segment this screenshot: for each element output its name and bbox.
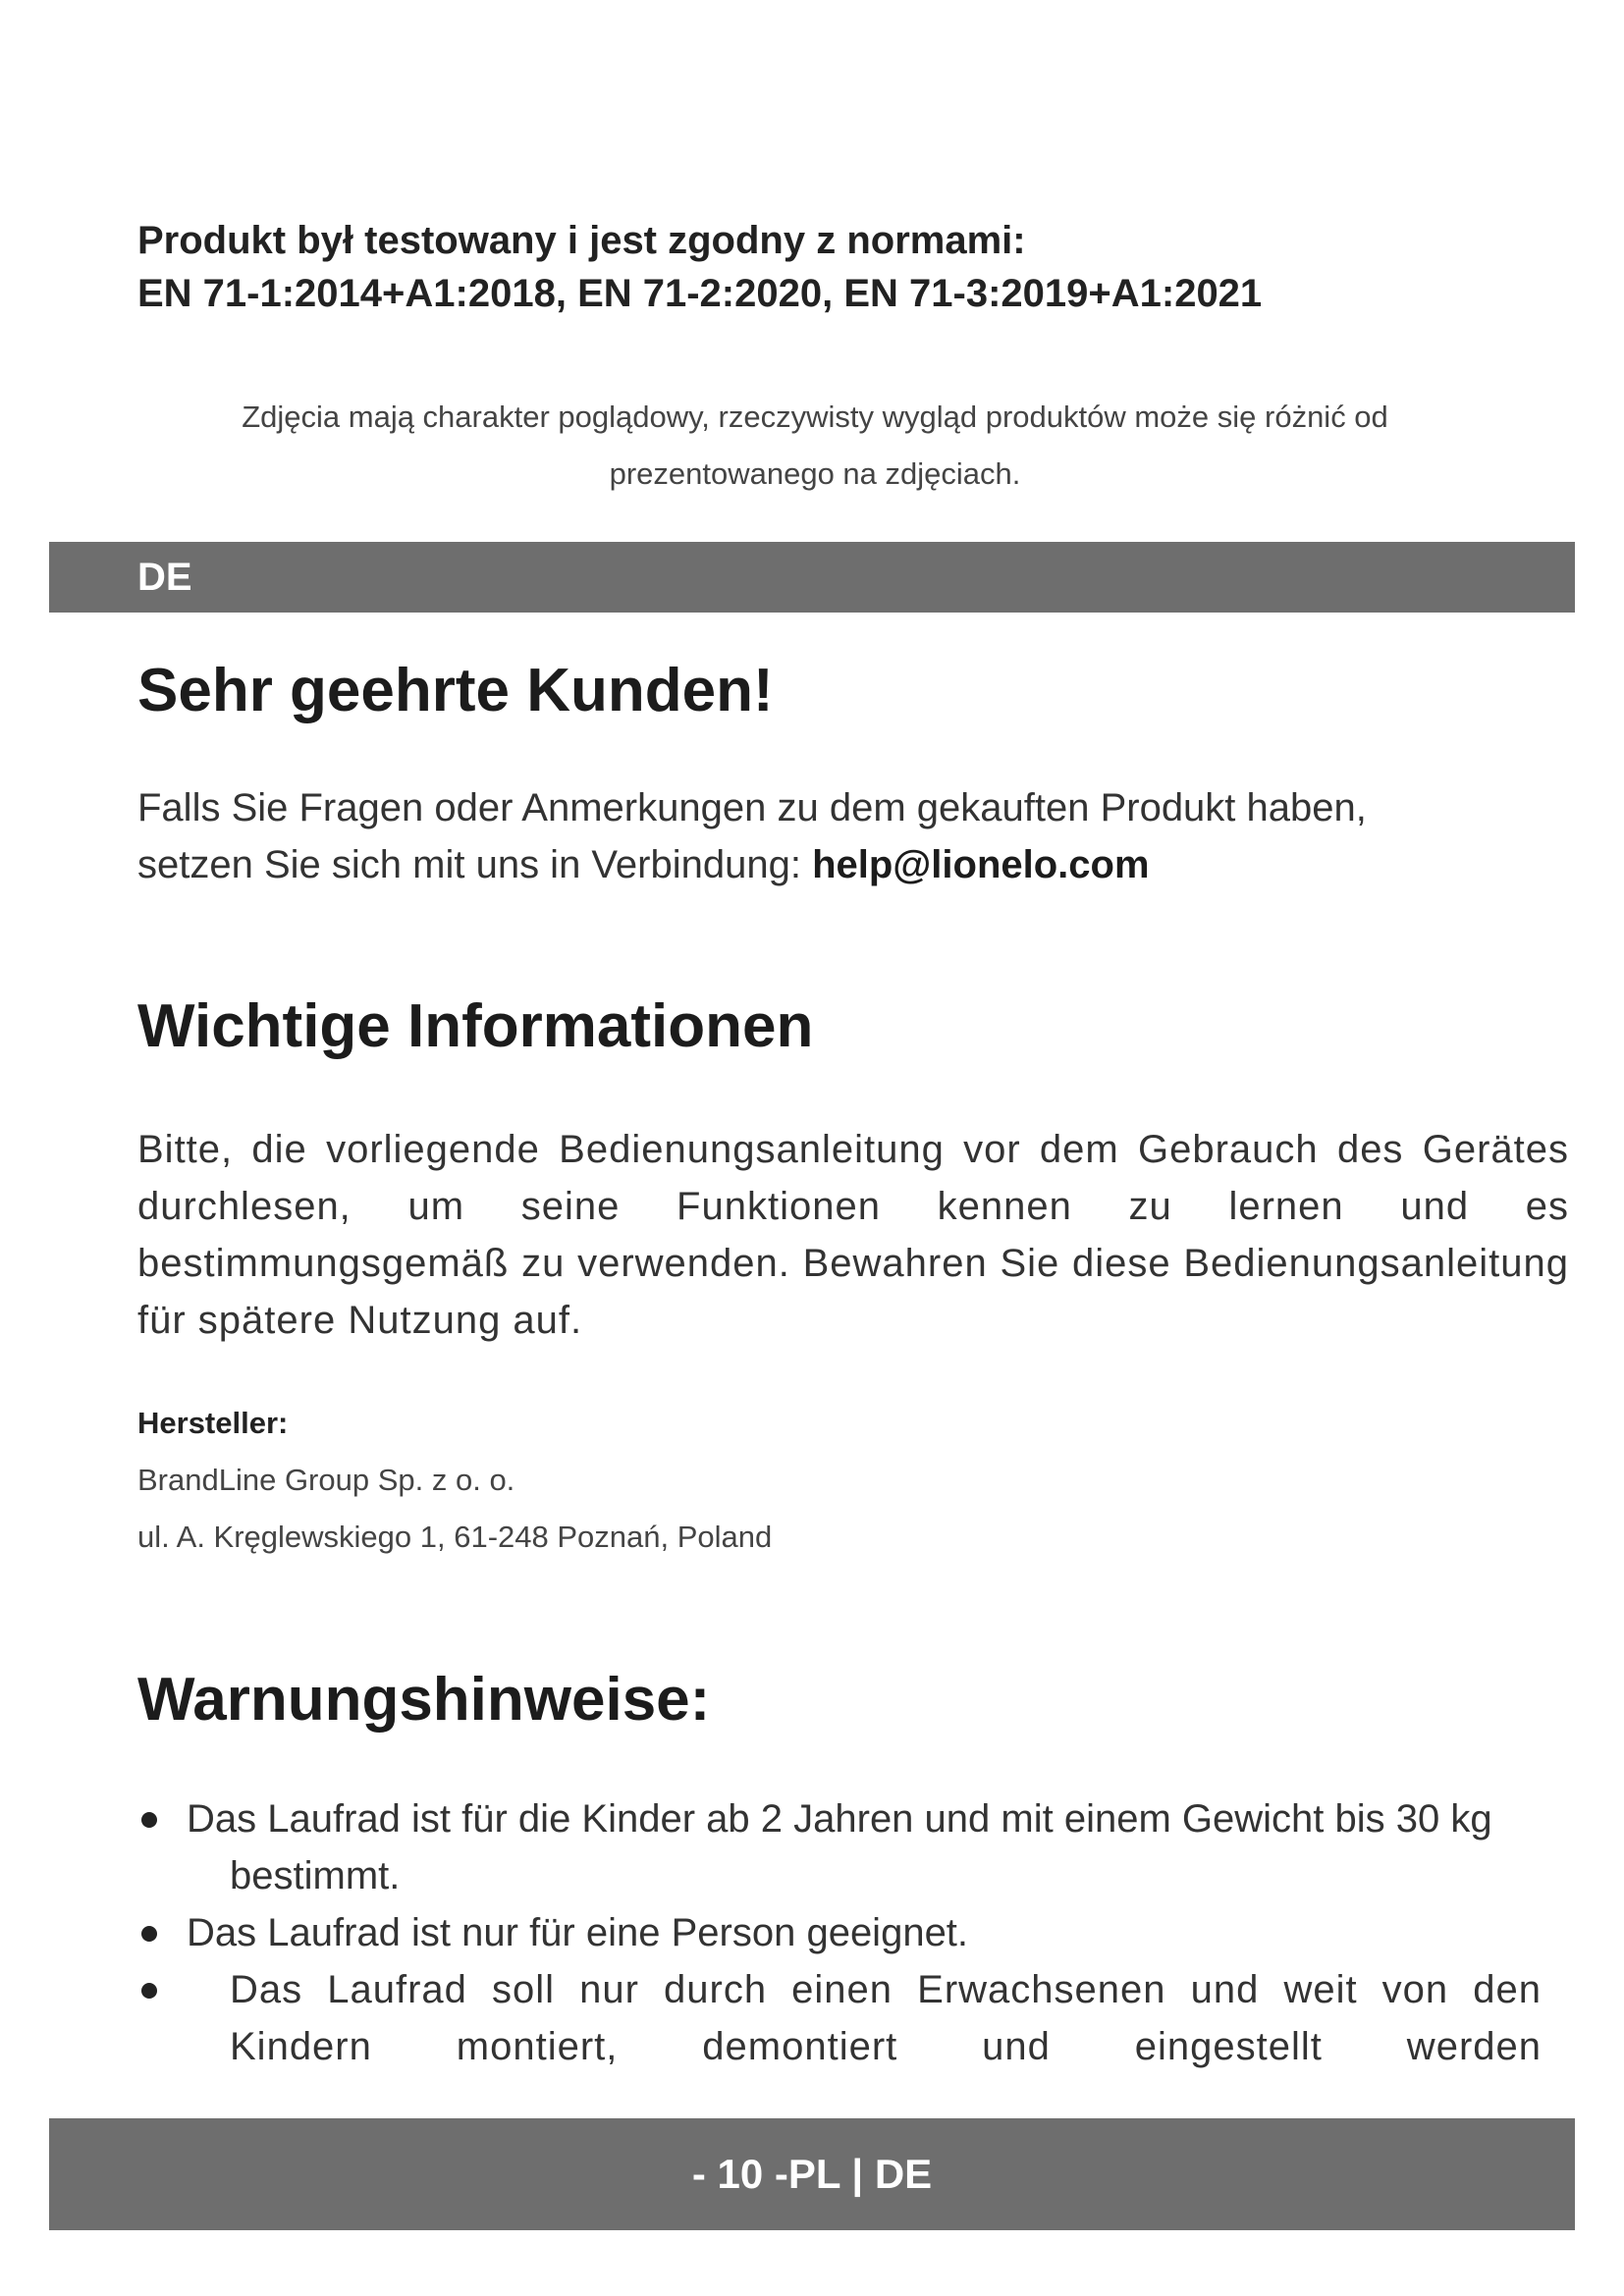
list-item bbox=[128, 1904, 1542, 1961]
bullet-icon bbox=[141, 1926, 157, 1942]
contact-paragraph bbox=[137, 779, 1571, 893]
warning-text: Das Laufrad soll nur durch einen Erwachsenen und weit von den Kindern montiert, demontiert und eingestellt werden bbox=[230, 1968, 1542, 2068]
manufacturer-name: BrandLine Group Sp. z o. o. bbox=[137, 1463, 515, 1497]
language-section-bar bbox=[49, 542, 1575, 613]
warnings-heading: Warnungshinweise: bbox=[137, 1666, 711, 1734]
bullet-icon bbox=[141, 1983, 157, 1999]
manufacturer-label: Hersteller: bbox=[137, 1406, 289, 1440]
contact-line-2-text: setzen Sie sich mit uns in Verbindung: bbox=[137, 843, 813, 886]
contact-line-2 bbox=[137, 836, 1571, 893]
list-item bbox=[128, 1961, 1542, 2075]
support-email-link[interactable]: help@lionelo.com bbox=[812, 843, 1150, 886]
warnings-list bbox=[128, 1790, 1542, 2075]
important-info-paragraph: Bitte, die vorliegende Bedienungsanleitung vor dem Gebrauch des Gerätes durchlesen, um seine Funktionen kennen zu lernen und es bestimmungsgemäß zu verwenden. Bewahren Sie diese Bedienungsanleitung für spätere Nutzung auf. bbox=[137, 1128, 1569, 1342]
manufacturer-address: ul. A. Kręglewskiego 1, 61-248 Poznań, Poland bbox=[137, 1520, 773, 1554]
norms-statement bbox=[137, 214, 1532, 320]
language-label: DE bbox=[137, 556, 192, 599]
disclaimer-line-2: prezentowanego na zdjęciach. bbox=[609, 456, 1021, 491]
warning-text: Das Laufrad ist nur für eine Person geeignet. bbox=[187, 1911, 969, 1954]
photo-disclaimer bbox=[137, 389, 1492, 503]
greeting-heading: Sehr geehrte Kunden! bbox=[137, 657, 774, 724]
list-item bbox=[128, 1790, 1542, 1904]
contact-line-1: Falls Sie Fragen oder Anmerkungen zu dem gekauften Produkt haben, bbox=[137, 786, 1367, 829]
norms-line-2: EN 71-1:2014+A1:2018, EN 71-2:2020, EN 71-3:2019+A1:2021 bbox=[137, 272, 1263, 315]
disclaimer-line-1: Zdjęcia mają charakter poglądowy, rzeczywisty wygląd produktów może się różnić od bbox=[242, 400, 1388, 434]
page-footer bbox=[49, 2118, 1575, 2230]
important-info-heading: Wichtige Informationen bbox=[137, 992, 814, 1060]
bullet-icon bbox=[141, 1812, 157, 1828]
warning-text: Das Laufrad ist für die Kinder ab 2 Jahren und mit einem Gewicht bis 30 kg bestimmt. bbox=[187, 1797, 1492, 1897]
norms-line-1: Produkt był testowany i jest zgodny z normami: bbox=[137, 219, 1026, 262]
page-number-label: - 10 -PL | DE bbox=[691, 2151, 933, 2197]
